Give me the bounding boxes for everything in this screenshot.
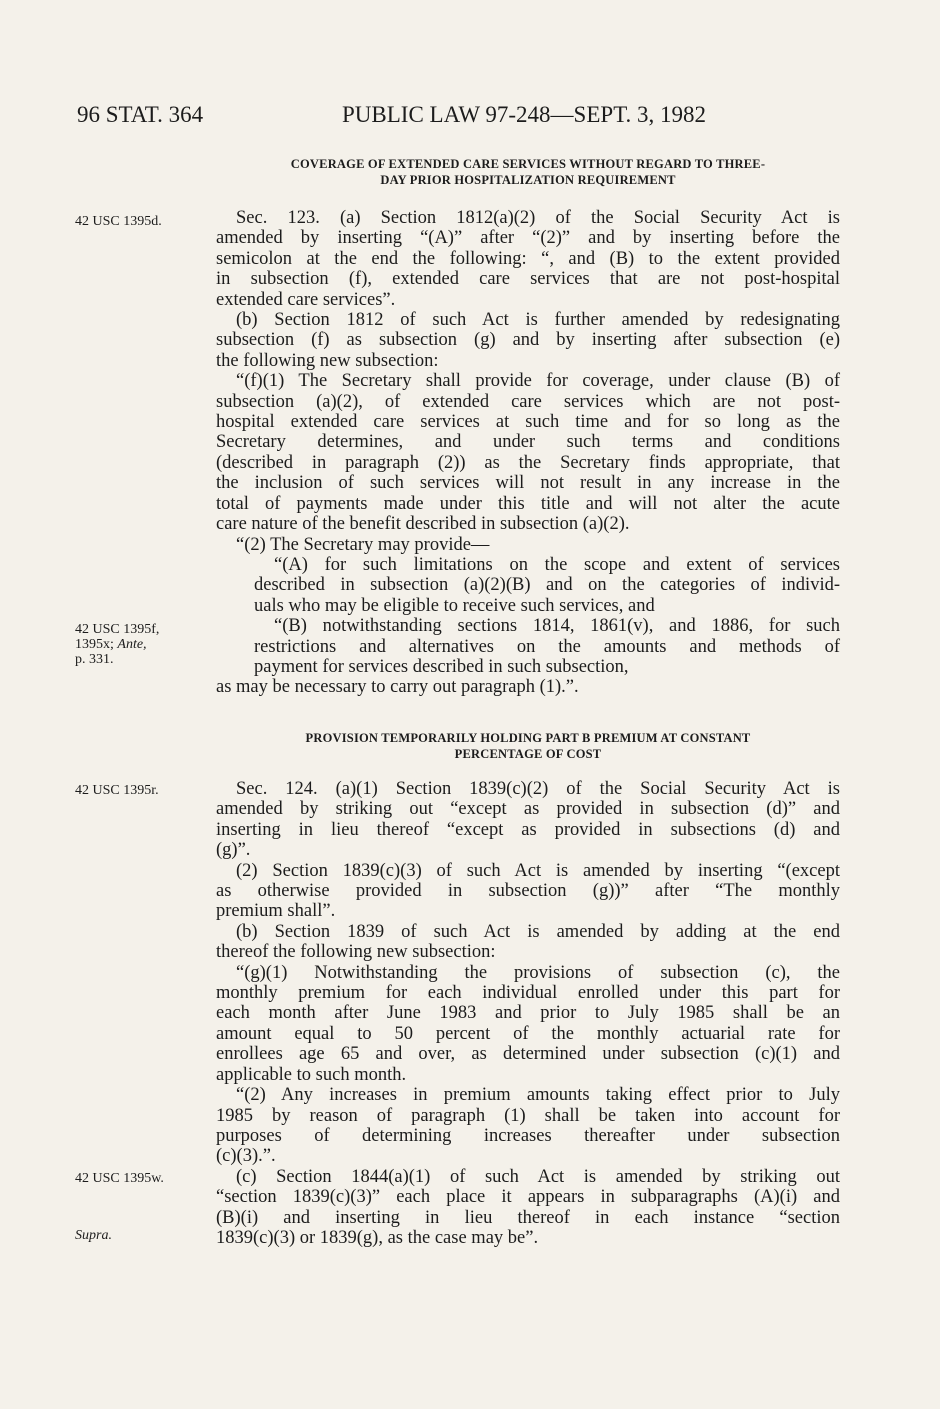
text-line: extended care services”. <box>216 289 396 310</box>
heading-line: DAY PRIOR HOSPITALIZATION REQUIREMENT <box>380 173 676 187</box>
section-123-body <box>216 208 840 698</box>
text-line: “(f)(1) The Secretary shall provide for coverage, under clause (B) of <box>236 371 840 392</box>
text-line: premium shall”. <box>216 901 336 922</box>
text-line: (B)(i) and inserting in lieu thereof in each instance “section <box>216 1207 840 1228</box>
text-line: inserting in lieu thereof “except as provided in subsections (d) and <box>216 819 840 840</box>
text-line: total of payments made under this title and will not alter the acute <box>216 493 840 514</box>
text-line: as otherwise provided in subsection (g))” after “The monthly <box>216 881 840 902</box>
heading-line: COVERAGE OF EXTENDED CARE SERVICES WITHOUT REGARD TO THREE- <box>290 157 766 171</box>
text-line: (b) Section 1839 of such Act is amended by adding at the end <box>236 921 840 942</box>
text-line: applicable to such month. <box>216 1064 407 1085</box>
text-line: Sec. 124. (a)(1) Section 1839(c)(2) of the Social Security Act is <box>236 779 840 799</box>
text-line: (c)(3).”. <box>216 1146 276 1167</box>
text-line: restrictions and alternatives on the amounts and methods of <box>254 636 840 657</box>
text-line: monthly premium for each individual enrolled under this part for <box>216 983 840 1004</box>
text-line: “(A) for such limitations on the scope and extent of services <box>274 554 840 575</box>
heading-line: PERCENTAGE OF COST <box>454 747 602 761</box>
text-line: enrollees age 65 and over, as determined under subsection (c)(1) and <box>216 1044 840 1065</box>
text-line: as may be necessary to carry out paragraph (1).”. <box>216 677 579 698</box>
text-line: semicolon at the end the following: “, and (B) to the extent provided <box>216 248 840 269</box>
text-line: (g)”. <box>216 840 251 861</box>
text-line: (b) Section 1812 of such Act is further amended by redesignating <box>236 310 840 331</box>
text-line: Secretary determines, and under such terms and conditions <box>216 432 840 453</box>
text-line: “(B) notwithstanding sections 1814, 1861(v), and 1886, for such <box>274 616 840 637</box>
section-124-body <box>216 779 840 1248</box>
heading-line: PROVISION TEMPORARILY HOLDING PART B PREMIUM AT CONSTANT <box>305 731 751 745</box>
page-header <box>0 102 940 136</box>
page-number: 96 STAT. 364 <box>77 102 204 127</box>
margin-note-supra: Supra. <box>75 1228 112 1243</box>
text-line: Sec. 123. (a) Section 1812(a)(2) of the Social Security Act is <box>236 208 840 228</box>
text-line: purposes of determining increases thereafter under subsection <box>216 1125 840 1146</box>
margin-note-ante: Ante, <box>117 637 147 652</box>
text-line: “(g)(1) Notwithstanding the provisions of subsection (c), the <box>236 962 840 983</box>
text-line: “(2) Any increases in premium amounts taking effect prior to July <box>236 1085 840 1106</box>
text-line: payment for services described in such subsection, <box>254 656 629 677</box>
text-line: “(2) The Secretary may provide— <box>236 534 490 555</box>
text-line: amended by inserting “(A)” after “(2)” and by inserting before the <box>216 228 840 249</box>
margin-note-line: p. 331. <box>75 652 114 667</box>
text-line: subsection (f) as subsection (g) and by inserting after subsection (e) <box>216 330 840 351</box>
text-line: (c) Section 1844(a)(1) of such Act is amended by striking out <box>236 1166 840 1187</box>
section-heading-124 <box>226 730 830 762</box>
text-line: thereof the following new subsection: <box>216 942 496 963</box>
text-line: subsection (a)(2), of extended care services which are not post- <box>216 391 840 412</box>
text-line: described in subsection (a)(2)(B) and on the categories of individ- <box>254 575 840 596</box>
text-line: 1839(c)(3) or 1839(g), as the case may be”. <box>216 1227 539 1248</box>
text-line: “section 1839(c)(3)” each place it appears in subparagraphs (A)(i) and <box>216 1187 840 1208</box>
text-line: 1985 by reason of paragraph (1) shall be taken into account for <box>216 1105 840 1126</box>
text-line: each month after June 1983 and prior to July 1985 shall be an <box>216 1003 840 1024</box>
text-line: the following new subsection: <box>216 350 439 371</box>
margin-note-text: 1395x; <box>75 637 114 652</box>
margin-note-1395r: 42 USC 1395r. <box>75 783 159 798</box>
text-line: (described in paragraph (2)) as the Secretary finds appropriate, that <box>216 452 840 473</box>
law-title: PUBLIC LAW 97-248—SEPT. 3, 1982 <box>342 102 707 127</box>
text-line: uals who may be eligible to receive such services, and <box>254 595 655 616</box>
text-line: care nature of the benefit described in subsection (a)(2). <box>216 514 630 535</box>
text-line: in subsection (f), extended care services that are not post-hospital <box>216 269 840 290</box>
text-line: hospital extended care services at such time and for so long as the <box>216 412 840 433</box>
margin-note-line: 42 USC 1395f, <box>75 622 160 637</box>
text-line: amended by striking out “except as provided in subsection (d)” and <box>216 799 840 820</box>
margin-note-1395w: 42 USC 1395w. <box>75 1171 164 1186</box>
margin-note-line <box>75 637 210 652</box>
margin-note-1395d: 42 USC 1395d. <box>75 214 162 229</box>
text-line: the inclusion of such services will not result in any increase in the <box>216 473 840 494</box>
margin-note-1395f <box>75 622 210 667</box>
text-line: (2) Section 1839(c)(3) of such Act is amended by inserting “(except <box>236 860 840 881</box>
section-heading-123 <box>226 156 830 188</box>
text-line: amount equal to 50 percent of the monthly actuarial rate for <box>216 1023 840 1044</box>
